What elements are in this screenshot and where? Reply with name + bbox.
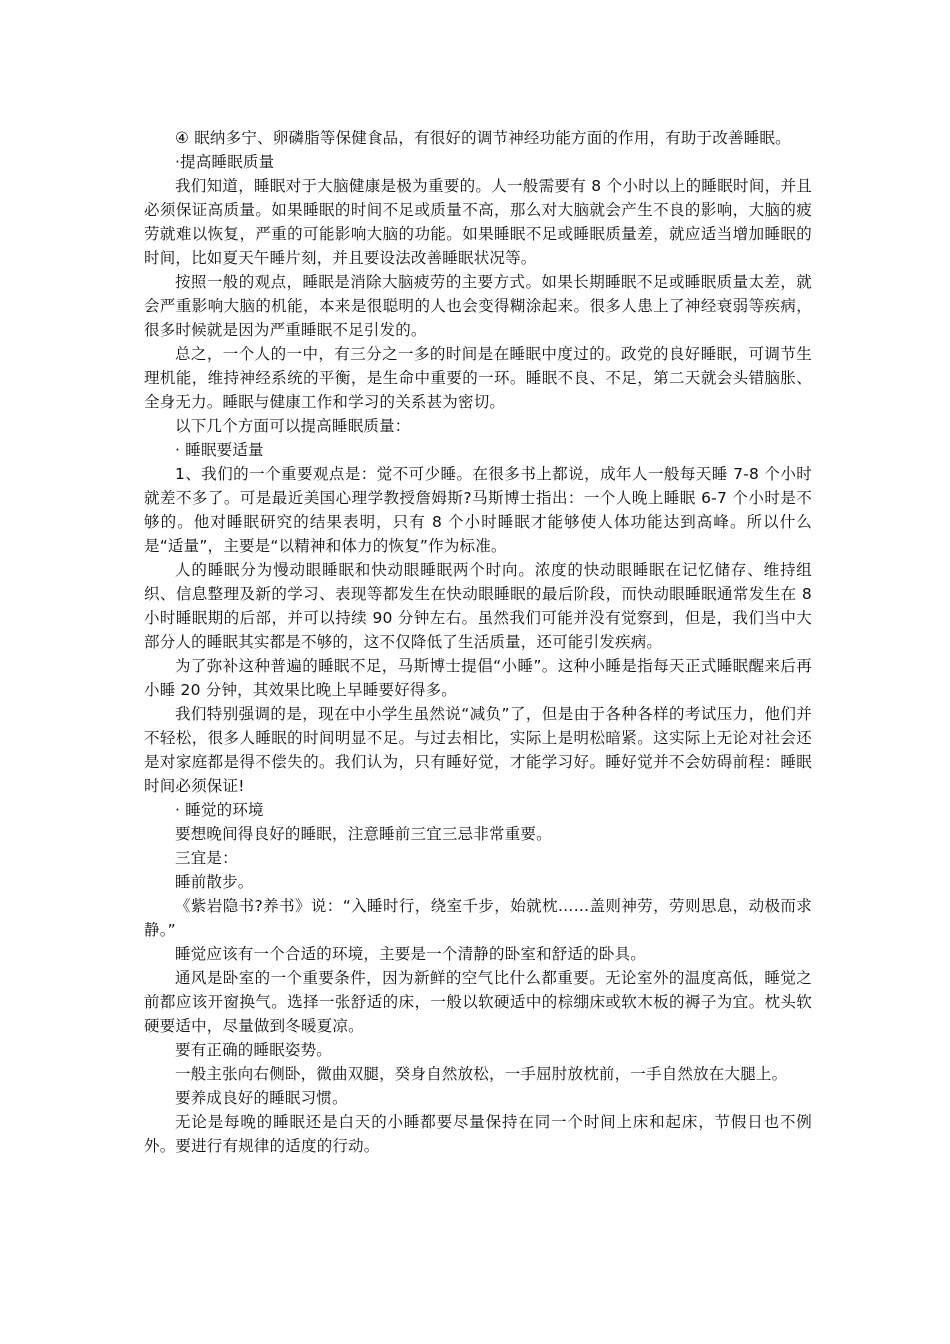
- paragraph: 要有正确的睡眠姿势。: [175, 1041, 333, 1059]
- paragraph: 通风是卧室的一个重要条件，因为新鲜的空气比什么都重要。无论室外的温度高低，睡觉之前都应该开窗换气。选择一张舒适的床，一般以软硬适中的棕绷床或软木板的褥子为宜。枕头软硬要适中，尽量做到冬暖夏凉。: [144, 969, 812, 1035]
- heading-sleep-environment: · 睡觉的环境: [175, 801, 264, 819]
- paragraph: 我们特别强调的是，现在中小学生虽然说“减负”了，但是由于各种各样的考试压力，他们并不轻松，很多人睡眠的时间明显不足。与过去相比，实际上是明松暗紧。这实际上无论对社会还是对家庭都是得不偿失的。我们认为，只有睡好觉，才能学习好。睡好觉并不会妨碍前程：睡眠时间必须保证!: [144, 705, 812, 795]
- heading-sleep-amount: · 睡眠要适量: [175, 441, 264, 459]
- paragraph: 以下几个方面可以提高睡眠质量：: [175, 417, 411, 435]
- paragraph: 睡前散步。: [175, 873, 254, 891]
- paragraph: 我们知道，睡眠对于大脑健康是极为重要的。人一般需要有 8 个小时以上的睡眠时间，并且必须保证高质量。如果睡眠的时间不足或质量不高，那么对大脑就会产生不良的影响，大脑的疲劳就难以恢复，严重的可能影响大脑的功能。如果睡眠不足或睡眠质量差，就应适当增加睡眠的时间，比如夏天午睡片刻，并且要设法改善睡眠状况等。: [144, 177, 812, 267]
- paragraph: 要想晚间得良好的睡眠，注意睡前三宜三忌非常重要。: [175, 825, 552, 843]
- paragraph: 要养成良好的睡眠习惯。: [175, 1089, 348, 1107]
- paragraph: 1、我们的一个重要观点是：觉不可少睡。在很多书上都说，成年人一般每天睡 7-8 个小时就差不多了。可是最近美国心理学教授詹姆斯?马斯博士指出：一个人晚上睡眠 6-7 个小时是不够的。他对睡眠研究的结果表明，只有 8 个小时睡眠才能够使人体功能达到高峰。所以什么是“适量”，主要是“以精神和体力的恢复”作为标准。: [144, 465, 812, 555]
- paragraph: 睡觉应该有一个合适的环境，主要是一个清静的卧室和舒适的卧具。: [175, 945, 647, 963]
- paragraph-quote: 《紫岩隐书?养书》说：“入睡时行，绕室千步，始就枕……盖则神劳，劳则思息，动极而求静。”: [144, 897, 812, 939]
- paragraph: 为了弥补这种普遍的睡眠不足，马斯博士提倡“小睡”。这种小睡是指每天正式睡眠醒来后再小睡 20 分钟，其效果比晚上早睡要好得多。: [144, 657, 812, 699]
- document-body: [144, 126, 812, 1158]
- paragraph: 人的睡眠分为慢动眼睡眠和快动眼睡眠两个时向。浓度的快动眼睡眠在记忆储存、维持组织、信息整理及新的学习、表现等都发生在快动眼睡眠的最后阶段，而快动眼睡眠通常发生在 8 小时睡眠期的后部，并可以持续 90 分钟左右。虽然我们可能并没有觉察到，但是，我们当中大部分人的睡眠其实都是不够的，这不仅降低了生活质量，还可能引发疾病。: [144, 561, 812, 651]
- paragraph: 无论是每晚的睡眠还是白天的小睡都要尽量保持在同一个时间上床和起床，节假日也不例外。要进行有规律的适度的行动。: [144, 1113, 812, 1155]
- heading-improve-sleep-quality: ·提高睡眠质量: [175, 153, 275, 171]
- paragraph: 三宜是：: [175, 849, 238, 867]
- paragraph: 按照一般的观点，睡眠是消除大脑疲劳的主要方式。如果长期睡眠不足或睡眠质量太差，就会严重影响大脑的机能，本来是很聪明的人也会变得糊涂起来。很多人患上了神经衰弱等疾病，很多时候就是因为严重睡眠不足引发的。: [144, 273, 812, 339]
- paragraph-supplements: ④ 眠纳多宁、卵磷脂等保健食品，有很好的调节神经功能方面的作用，有助于改善睡眠。: [175, 129, 791, 147]
- paragraph: 总之，一个人的一中，有三分之一多的时间是在睡眠中度过的。政党的良好睡眠，可调节生理机能，维持神经系统的平衡，是生命中重要的一环。睡眠不良、不足，第二天就会头错脑胀、全身无力。睡眠与健康工作和学习的关系甚为密切。: [144, 345, 812, 411]
- paragraph: 一般主张向右侧卧，微曲双腿，癸身自然放松，一手屈肘放枕前，一手自然放在大腿上。: [175, 1065, 788, 1083]
